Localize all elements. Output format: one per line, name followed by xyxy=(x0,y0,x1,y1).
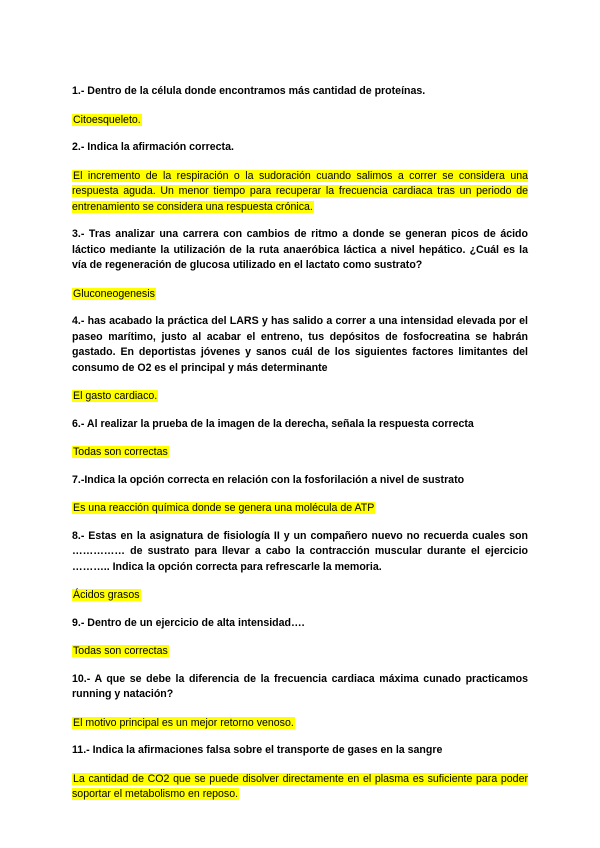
answer-10: El motivo principal es un mejor retorno venoso. xyxy=(73,716,294,729)
answer-8: Ácidos grasos xyxy=(73,589,140,601)
question-8: 8.- Estas en la asignatura de fisiología II y un compañero nuevo no recuerda cuales son …………… de sustrato para llevar a cabo la contracción muscular durante el ejercicio ……….. Indica la opción correcta para refrescarle la memoria. xyxy=(72,529,528,573)
answer-6: Todas son correctas xyxy=(73,446,168,458)
answer-11: La cantidad de CO2 que se puede disolver directamente en el plasma es suficiente para poder soportar el metabolismo en reposo. xyxy=(72,772,528,800)
question-9: 9.- Dentro de un ejercicio de alta intensidad…. xyxy=(72,616,305,629)
answer-1: Citoesqueleto. xyxy=(73,113,141,126)
question-4: 4.- has acabado la práctica del LARS y has salido a correr a una intensidad elevada por el paseo marítimo, justo al acabar el entreno, tus depósitos de fosfocreatina se habrán gastado. En deportistas jóvenes y sanos cuál de los siguientes factores limitantes del consumo de O2 es el principal y más determinante xyxy=(72,315,528,374)
question-11: 11.- Indica la afirmaciones falsa sobre el transporte de gases en la sangre xyxy=(72,744,443,756)
qa-list xyxy=(72,84,528,803)
question-7: 7.-Indica la opción correcta en relación con la fosforilación a nivel de sustrato xyxy=(72,473,465,486)
question-1: 1.- Dentro de la célula donde encontramos más cantidad de proteínas. xyxy=(72,85,426,97)
question-10: 10.- A que se debe la diferencia de la frecuencia cardiaca máxima cunado practicamos running y natación? xyxy=(72,672,528,700)
question-6: 6.- Al realizar la prueba de la imagen de la derecha, señala la respuesta correcta xyxy=(72,417,474,430)
answer-2: El incremento de la respiración o la sudoración cuando salimos a correr se considera una respuesta aguda. Un menor tiempo para recuperar la frecuencia cardiaca tras un periodo de entrenamiento se considera una respuesta crónica. xyxy=(72,169,528,213)
answer-7: Es una reacción química donde se genera una molécula de ATP xyxy=(73,502,375,514)
question-3: 3.- Tras analizar una carrera con cambios de ritmo a donde se generan picos de ácido láctico mediante la utilización de la ruta anaeróbica láctica a nivel hepático. ¿Cuál es la vía de regeneración de glucosa utilizado en el lactato como sustrato? xyxy=(72,228,528,271)
question-2: 2.- Indica la afirmación correcta. xyxy=(72,141,234,153)
answer-4: El gasto cardiaco. xyxy=(73,390,158,402)
answer-9: Todas son correctas xyxy=(73,645,168,657)
answer-3: Gluconeogenesis xyxy=(73,287,155,300)
